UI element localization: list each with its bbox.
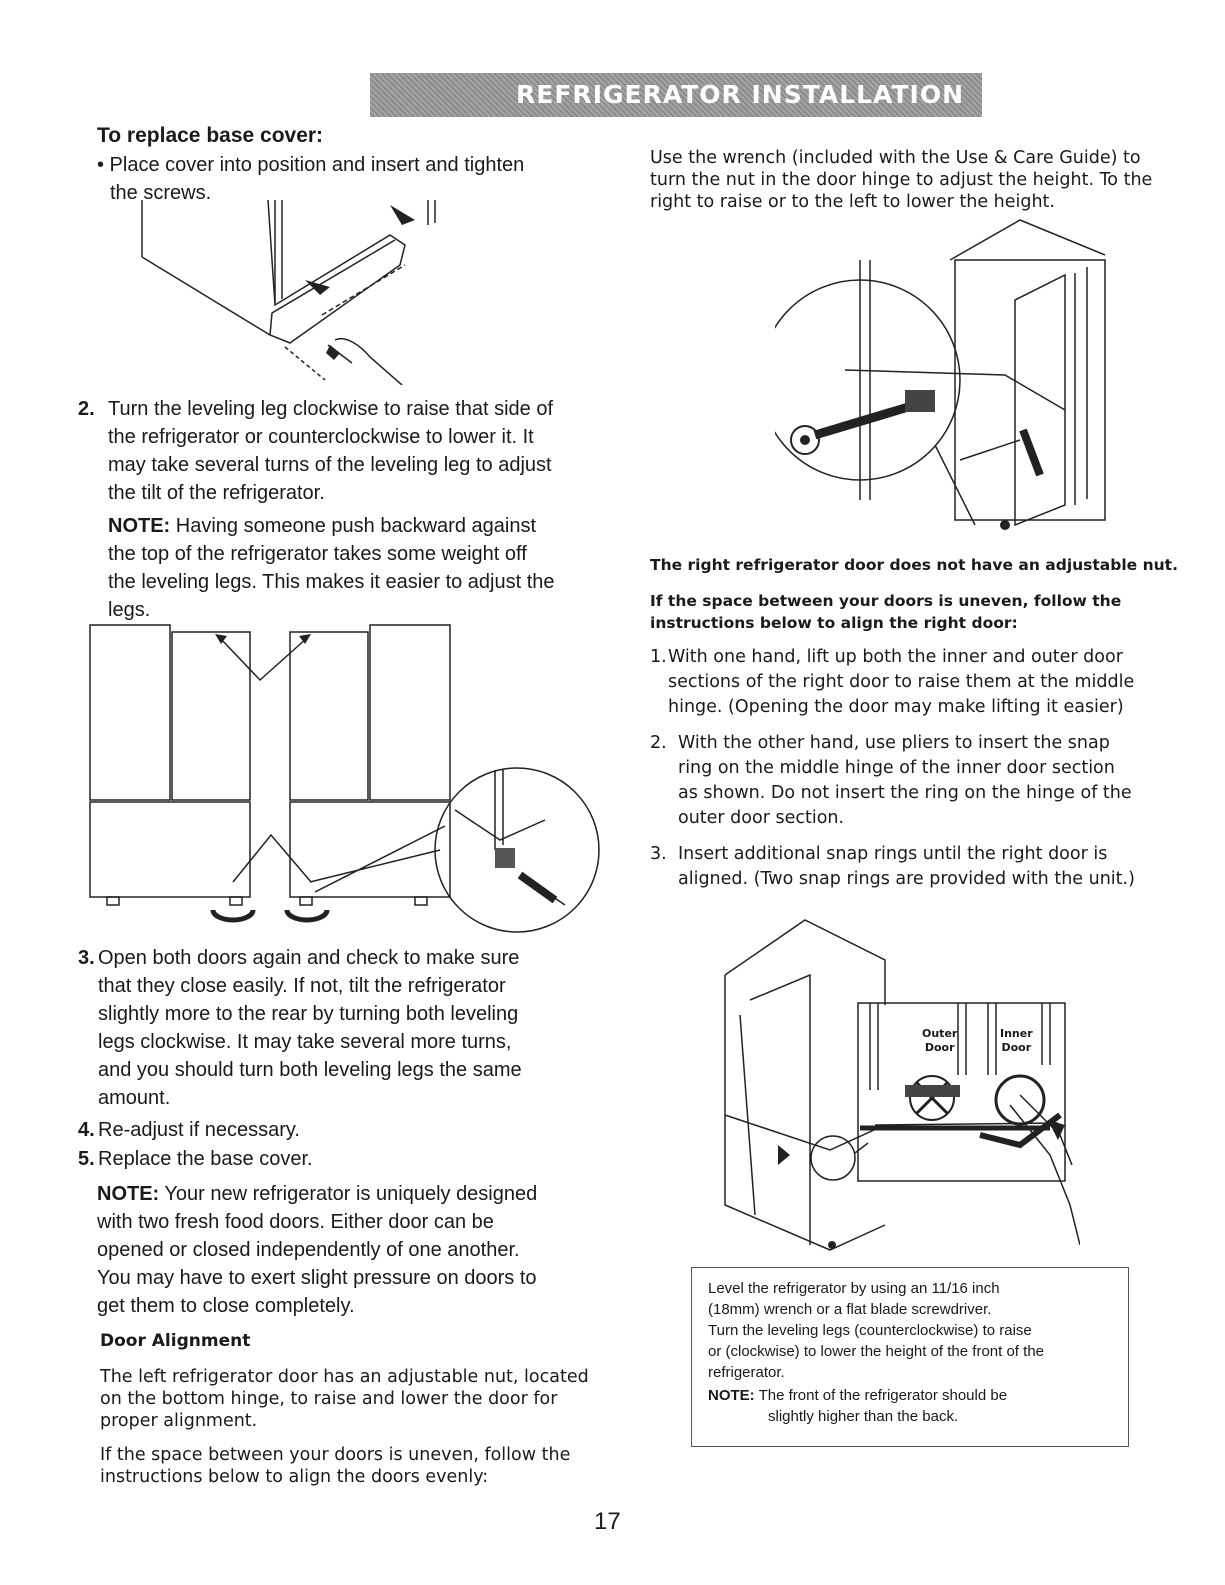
bold-line: instructions below to align the right door: xyxy=(650,614,1018,632)
right-step-2-number: 2. xyxy=(650,733,667,753)
para-line: on the bottom hinge, to raise and lower the door for xyxy=(100,1389,558,1409)
right-step-1-number: 1. xyxy=(650,647,667,667)
right-door-no-nut: The right refrigerator door does not have an adjustable nut. xyxy=(650,556,1178,574)
note-line: opened or closed independently of one another. xyxy=(97,1239,520,1261)
note-label: NOTE: xyxy=(97,1183,160,1205)
step-3-line: amount. xyxy=(98,1087,171,1109)
note-box-line: (18mm) wrench or a flat blade screwdriver. xyxy=(708,1301,992,1318)
step-2-line: Turn the leveling leg clockwise to raise that side of xyxy=(108,398,554,420)
inner-door-label xyxy=(1000,1027,1033,1055)
section-title: REFRIGERATOR INSTALLATION xyxy=(516,80,964,109)
step-4-number: 4. xyxy=(78,1119,95,1141)
right-step-line: sections of the right door to raise them at the middle xyxy=(668,672,1135,692)
right-step-line: ring on the middle hinge of the inner door section xyxy=(678,758,1115,778)
step-2-line: may take several turns of the leveling leg to adjust xyxy=(108,454,552,476)
step-3-line: slightly more to the rear by turning both leveling xyxy=(98,1003,519,1025)
intro-line: right to raise or to the left to lower the height. xyxy=(650,192,1055,212)
intro-line: Use the wrench (included with the Use & Care Guide) to xyxy=(650,148,1141,168)
step-5-number: 5. xyxy=(78,1148,95,1170)
step-2-note xyxy=(108,512,618,624)
page-number: 17 xyxy=(594,1508,621,1535)
right-step-3-number: 3. xyxy=(650,844,667,864)
leveling-legs-figure xyxy=(85,620,605,935)
step-3-line: that they close easily. If not, tilt the refrigerator xyxy=(98,975,506,997)
step-3-line: Open both doors again and check to make sure xyxy=(98,947,520,969)
outer-door-label xyxy=(922,1027,957,1055)
right-step-line: as shown. Do not insert the ring on the hinge of the xyxy=(678,783,1132,803)
inner-door-label-line: Door xyxy=(1001,1041,1032,1054)
door-alignment-heading: Door Alignment xyxy=(100,1331,251,1351)
note-line: the leveling legs. This makes it easier to adjust the xyxy=(108,571,555,593)
para-line: If the space between your doors is uneven, follow the xyxy=(100,1445,571,1465)
doors-note xyxy=(97,1180,617,1320)
intro-line: turn the nut in the door hinge to adjust the height. To the xyxy=(650,170,1153,190)
step-2-line: the refrigerator or counterclockwise to lower it. It xyxy=(108,426,534,448)
right-door-instruction-intro xyxy=(650,590,1190,634)
step-4-text: Re-adjust if necessary. xyxy=(98,1119,300,1141)
para-line: The left refrigerator door has an adjustable nut, located xyxy=(100,1367,589,1387)
note-line: legs. xyxy=(108,599,151,621)
note-box-note: The front of the refrigerator should be xyxy=(758,1387,1008,1404)
base-cover-figure xyxy=(140,195,440,385)
outer-door-label-line: Door xyxy=(924,1041,955,1054)
para-line: instructions below to align the doors evenly: xyxy=(100,1467,489,1487)
note-line: Having someone push backward against xyxy=(175,515,536,537)
leveling-note-box xyxy=(691,1267,1129,1447)
note-line: get them to close completely. xyxy=(97,1295,355,1317)
right-step-line: outer door section. xyxy=(678,808,845,828)
step-3-number: 3. xyxy=(78,947,95,969)
step-2-number: 2. xyxy=(78,398,95,420)
note-line: You may have to exert slight pressure on doors to xyxy=(97,1267,537,1289)
note-box-line: Turn the leveling legs (counterclockwise) to raise xyxy=(708,1322,1032,1339)
step-2-line: the tilt of the refrigerator. xyxy=(108,482,325,504)
right-step-line: With one hand, lift up both the inner and outer door xyxy=(668,647,1123,667)
note-box-label: NOTE: xyxy=(708,1387,755,1404)
bold-line: If the space between your doors is uneven, follow the xyxy=(650,592,1122,610)
section-header-bar xyxy=(370,73,982,117)
wrench-hinge-figure xyxy=(775,215,1115,535)
right-step-line: hinge. (Opening the door may make lifting it easier) xyxy=(668,697,1124,717)
door-alignment-para2 xyxy=(100,1444,630,1488)
inner-door-label-line: Inner xyxy=(1000,1027,1033,1040)
replace-cover-bullet: • Place cover into position and insert and tighten xyxy=(97,154,525,176)
replace-cover-bullet-cont: the screws. xyxy=(110,182,212,204)
door-alignment-para1 xyxy=(100,1366,630,1432)
note-line: with two fresh food doors. Either door can be xyxy=(97,1211,494,1233)
snap-ring-figure xyxy=(720,915,1080,1260)
step-5-text: Replace the base cover. xyxy=(98,1148,313,1170)
note-box-line: Level the refrigerator by using an 11/16 inch xyxy=(708,1280,1000,1297)
note-line: Your new refrigerator is uniquely designed xyxy=(164,1183,538,1205)
replace-cover-heading: To replace base cover: xyxy=(97,124,324,147)
note-box-line: or (clockwise) to lower the height of the front of the xyxy=(708,1343,1044,1360)
right-step-line: aligned. (Two snap rings are provided with the unit.) xyxy=(678,869,1135,889)
right-step-line: Insert additional snap rings until the right door is xyxy=(678,844,1108,864)
right-step-line: With the other hand, use pliers to insert the snap xyxy=(678,733,1110,753)
note-label: NOTE: xyxy=(108,515,171,537)
para-line: proper alignment. xyxy=(100,1411,258,1431)
outer-door-label-line: Outer xyxy=(922,1027,958,1040)
note-box-note-cont: slightly higher than the back. xyxy=(768,1408,959,1425)
wrench-intro xyxy=(650,147,1190,213)
step-3-line: legs clockwise. It may take several more turns, xyxy=(98,1031,512,1053)
note-box-line: refrigerator. xyxy=(708,1364,785,1381)
note-line: the top of the refrigerator takes some weight off xyxy=(108,543,527,565)
step-3-line: and you should turn both leveling legs the same xyxy=(98,1059,522,1081)
